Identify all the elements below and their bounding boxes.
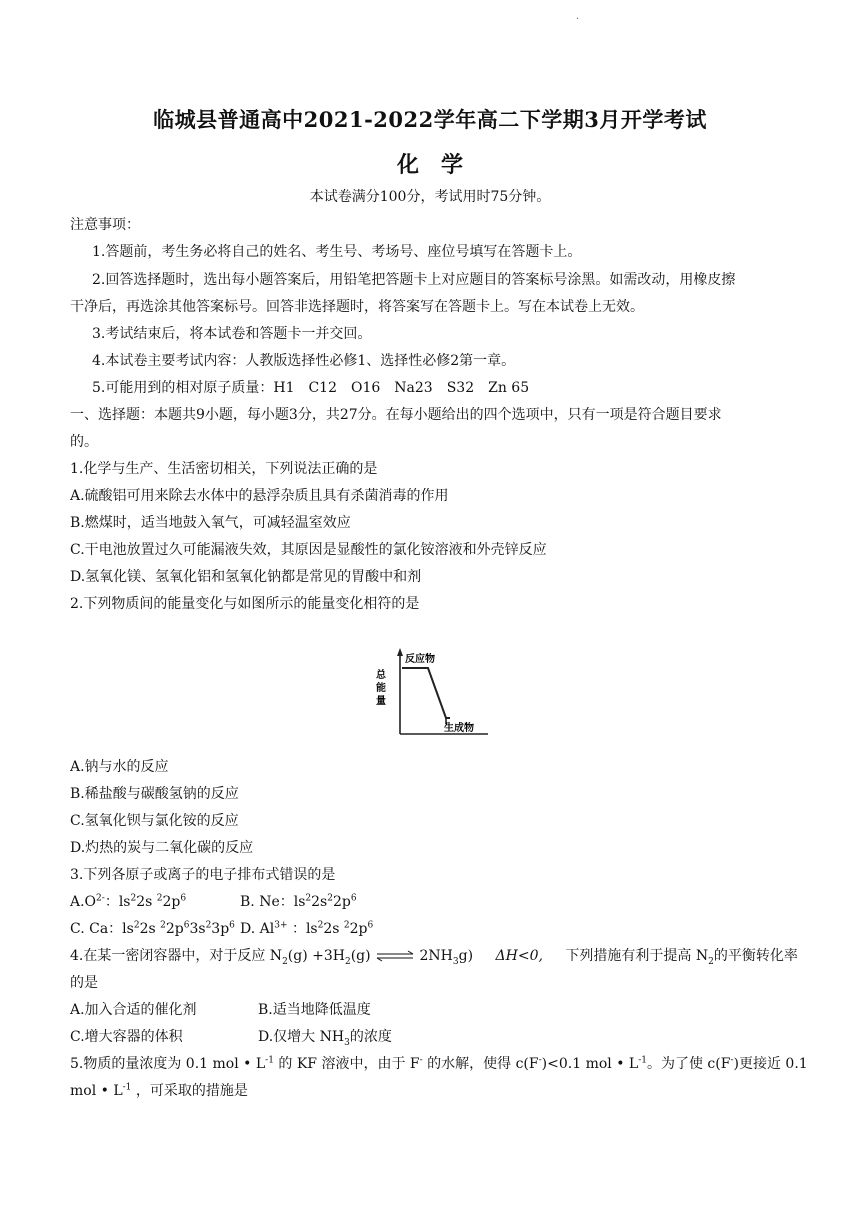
q1-option-b: B.燃煤时，适当地鼓入氧气，可减轻温室效应: [70, 515, 351, 531]
q2-option-d: D.灼热的炭与二氧化碳的反应: [70, 840, 254, 856]
q4-options-ab: [70, 1000, 792, 1020]
q1-stem: 1.化学与生产、生活密切相关，下列说法正确的是: [70, 461, 378, 477]
diagram-reactant-label: 反应物: [405, 654, 435, 665]
q4-option-d: D.仅增大 $NH_3$的浓度: [258, 1029, 392, 1048]
diagram-axis-label-3: 量: [376, 696, 386, 707]
diagram-energy-curve: [402, 668, 450, 718]
header-mark: ·: [576, 14, 580, 25]
energy-diagram: [376, 648, 488, 740]
equilibrium-arrow-icon: [375, 949, 415, 963]
notes-heading: 注意事项：: [70, 217, 140, 233]
exam-title: 临城县普通高中2021-2022学年高二下学期3月开学考试: [153, 107, 707, 132]
diagram-product-label: 生成物: [444, 723, 474, 734]
q1-option-a: A.硫酸铝可用来除去水体中的悬浮杂质且具有杀菌消毒的作用: [70, 488, 449, 504]
section-1-heading-cont: 的。: [70, 434, 98, 450]
section-1-heading: 一、选择题：本题共9小题，每小题3分，共27分。在每小题给出的四个选项中，只有一项是符合题目要求: [70, 407, 722, 423]
note-4: 4.本试卷主要考试内容：人教版选择性必修1、选择性必修2第一章。: [92, 353, 516, 369]
diagram-y-arrow: [397, 648, 403, 656]
q1-option-c: C.干电池放置过久可能漏液失效，其原因是显酸性的氯化铵溶液和外壳锌反应: [70, 542, 547, 558]
q3-stem: 3.下列各原子或离子的电子排布式错误的是: [70, 867, 336, 883]
diagram-axis-label-2: 能: [376, 683, 386, 694]
q4-option-c: C.增大容器的体积: [70, 1029, 183, 1045]
q4-stem-cont: 的是: [70, 975, 98, 991]
q3-option-a: $A.O^{2-}$：$ls^22s$ $^22p^6$: [70, 893, 187, 910]
q3-options-cd: [70, 919, 792, 939]
note-3: 3.考试结束后，将本试卷和答题卡一并交回。: [92, 326, 372, 342]
diagram-axis-label-1: 总: [376, 670, 386, 681]
q5-stem: 5.物质的量浓度为 0.1 mol • $L^{-1}$ 的 KF 溶液中，由于 F- 的水解，使得 c(F-)<0.1 mol • $L^{-1}$。为了使 c(F-)更接近 0.1: [70, 1055, 808, 1072]
q1-option-d: D.氢氧化镁、氢氧化铝和氢氧化钠都是常见的胃酸中和剂: [70, 569, 422, 585]
q2-option-c: C.氢氧化钡与氯化铵的反应: [70, 813, 239, 829]
q4-options-cd: [70, 1027, 792, 1047]
note-1: 1.答题前，考生务必将自己的姓名、考生号、考场号、座位号填写在答题卡上。: [92, 244, 582, 260]
note-5: 5.可能用到的相对原子质量：H1 C12 O16 Na23 S32 Zn 65: [92, 380, 530, 396]
subject-title: 化学: [396, 152, 485, 178]
q4-option-a: A.加入合适的催化剂: [70, 1002, 197, 1018]
q3-option-c: C. Ca：$ls^22s$ $^22p^63s^23p^6$: [70, 920, 235, 937]
q2-stem: 2.下列物质间的能量变化与如图所示的能量变化相符的是: [70, 596, 420, 612]
q4-stem: 4.在某一密闭容器中，对于反应 $N_2(g) +3H_2(g)$ $2NH_3g$) ΔH<0, 下列措施有利于提高 $N_2$的平衡转化率: [70, 948, 798, 967]
q4-option-b: B.适当地降低温度: [258, 1002, 371, 1018]
q3-options-ab: [70, 892, 792, 912]
note-2: 2.回答选择题时，选出每小题答案后，用铅笔把答题卡上对应题目的答案标号涂黑。如需改动，用橡皮擦: [92, 272, 736, 288]
exam-info: 本试卷满分100分，考试用时75分钟。: [309, 189, 551, 205]
q2-option-a: A.钠与水的反应: [70, 759, 169, 775]
q5-stem-cont: mol • $L^{-1}$ ，可采取的措施是: [70, 1082, 248, 1099]
q3-option-b: B. Ne：$ls^22s^22p^6$: [240, 893, 357, 910]
q3-option-d: D. $Al^{3+}$ ：$ls^22s$ $^22p^6$: [240, 920, 374, 937]
q2-option-b: B.稀盐酸与碳酸氢钠的反应: [70, 786, 239, 802]
note-2-cont: 干净后，再选涂其他答案标号。回答非选择题时，将答案写在答题卡上。写在本试卷上无效。: [70, 299, 644, 315]
